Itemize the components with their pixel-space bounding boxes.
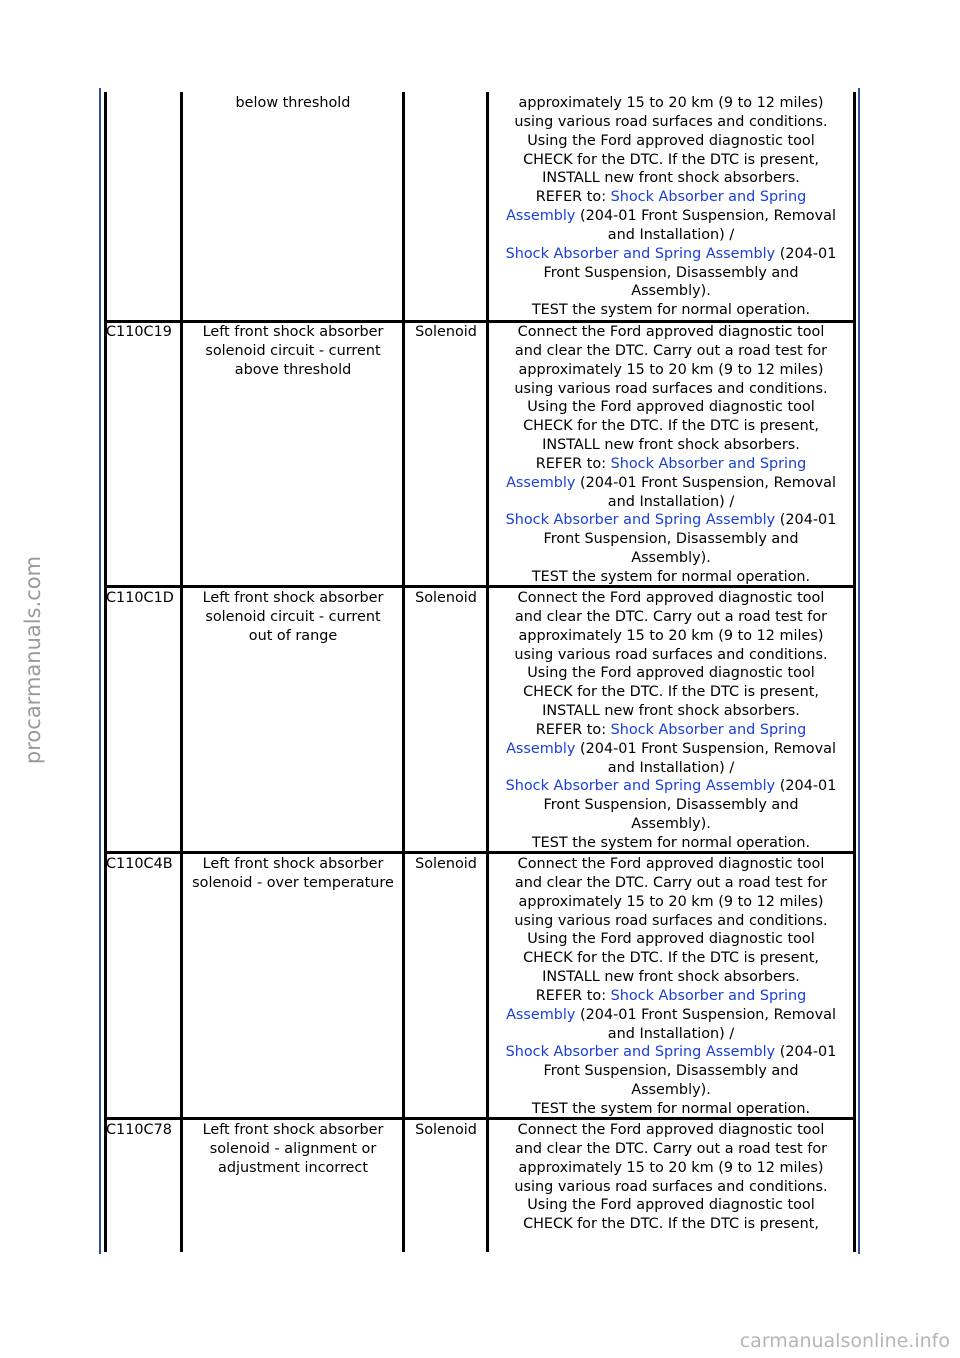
action-line	[488, 815, 854, 834]
reference-link[interactable]: Shock Absorber and Spring	[610, 721, 807, 738]
action-line	[488, 1062, 854, 1081]
action-text: and clear the DTC. Carry out a road test for	[514, 342, 828, 359]
reference-link[interactable]: Shock Absorber and Spring Assembly	[505, 1044, 776, 1061]
action-text: Using the Ford approved diagnostic tool	[527, 399, 815, 416]
action-text: (204-01 Front Suspension, Removal	[575, 208, 836, 225]
dtc-code: C110C1D	[106, 590, 174, 606]
action-cell	[488, 589, 854, 853]
component-cell: Solenoid	[415, 324, 477, 340]
description-cell	[182, 1121, 404, 1178]
action-line	[488, 930, 854, 949]
action-text: and clear the DTC. Carry out a road test for	[514, 1140, 828, 1157]
side-watermark-text: procarmanuals.com	[21, 555, 45, 765]
action-line	[488, 380, 854, 399]
action-text: using various road surfaces and conditions.	[514, 380, 828, 397]
action-text: Connect the Ford approved diagnostic tool	[517, 590, 825, 606]
action-text: (204-01 Front Suspension, Removal	[575, 1006, 836, 1023]
reference-link[interactable]: Shock Absorber and Spring Assembly	[505, 778, 776, 795]
action-line	[488, 1100, 854, 1119]
description-line: Left front shock absorber	[202, 324, 384, 340]
action-text: and clear the DTC. Carry out a road test for	[514, 608, 828, 625]
action-text: Using the Ford approved diagnostic tool	[527, 1197, 815, 1214]
action-text: approximately 15 to 20 km (9 to 12 miles)	[518, 627, 824, 644]
description-line: below threshold	[235, 95, 351, 111]
action-line	[488, 1043, 854, 1062]
action-text: REFER to:	[535, 455, 611, 472]
action-line	[488, 568, 854, 587]
action-line	[488, 493, 854, 512]
action-line	[488, 245, 854, 264]
action-line	[488, 94, 854, 113]
action-text: Connect the Ford approved diagnostic tool	[517, 1122, 825, 1138]
action-cell	[488, 1121, 854, 1234]
description-line: solenoid circuit - current	[205, 342, 381, 359]
action-line	[488, 987, 854, 1006]
action-line	[488, 1025, 854, 1044]
action-line	[488, 1081, 854, 1100]
description-line: Left front shock absorber	[202, 856, 384, 872]
description-line: out of range	[248, 627, 338, 644]
action-line	[488, 874, 854, 893]
action-line	[488, 627, 854, 646]
action-text: (204-01	[775, 512, 837, 529]
action-line	[488, 777, 854, 796]
action-line	[488, 589, 854, 608]
action-line	[488, 282, 854, 301]
action-line	[488, 398, 854, 417]
action-line	[488, 132, 854, 151]
action-line	[488, 169, 854, 188]
action-text: REFER to:	[535, 721, 611, 738]
action-line	[488, 113, 854, 132]
action-line	[488, 608, 854, 627]
action-text: CHECK for the DTC. If the DTC is present,	[523, 950, 819, 967]
side-watermark	[0, 0, 45, 1358]
action-line	[488, 968, 854, 987]
action-text: Front Suspension, Disassembly and	[543, 264, 799, 281]
action-line	[488, 226, 854, 245]
action-line	[488, 436, 854, 455]
column-divider-dtc	[180, 92, 183, 1252]
action-cell	[488, 323, 854, 587]
action-text: INSTALL new front shock absorbers.	[542, 437, 800, 454]
action-text: INSTALL new front shock absorbers.	[542, 703, 800, 720]
dtc-code: C110C78	[106, 1122, 172, 1138]
description-cell	[182, 94, 404, 113]
action-line	[488, 342, 854, 361]
action-line	[488, 759, 854, 778]
component-cell: Solenoid	[415, 1122, 477, 1138]
action-text: and Installation) /	[607, 493, 735, 510]
description-cell	[182, 855, 404, 893]
action-line	[488, 646, 854, 665]
reference-link[interactable]: Assembly	[506, 1006, 576, 1023]
action-line	[488, 1178, 854, 1197]
action-text: Assembly).	[631, 816, 711, 833]
action-text: Assembly).	[631, 283, 711, 300]
bottom-watermark: carmanualsonline.info	[739, 1330, 950, 1352]
reference-link[interactable]: Assembly	[506, 740, 576, 757]
action-line	[488, 549, 854, 568]
action-line	[488, 264, 854, 283]
action-text: using various road surfaces and conditions.	[514, 1178, 828, 1195]
action-text: and Installation) /	[607, 226, 735, 243]
action-cell	[488, 94, 854, 320]
action-text: approximately 15 to 20 km (9 to 12 miles)	[518, 361, 824, 378]
reference-link[interactable]: Shock Absorber and Spring Assembly	[505, 512, 776, 529]
action-text: Connect the Ford approved diagnostic tool	[517, 856, 825, 872]
component-cell: Solenoid	[415, 590, 477, 606]
action-cell	[488, 855, 854, 1119]
reference-link[interactable]: Assembly	[506, 474, 576, 491]
action-text: (204-01 Front Suspension, Removal	[575, 740, 836, 757]
column-divider-description	[402, 92, 405, 1252]
action-text: TEST the system for normal operation.	[531, 1100, 811, 1117]
action-text: Assembly).	[631, 1082, 711, 1099]
reference-link[interactable]: Shock Absorber and Spring	[610, 455, 807, 472]
reference-link[interactable]: Shock Absorber and Spring Assembly	[505, 245, 776, 262]
description-line: above threshold	[234, 361, 352, 378]
action-text: using various road surfaces and conditions.	[514, 912, 828, 929]
action-line	[488, 417, 854, 436]
action-line	[488, 455, 854, 474]
action-line	[488, 683, 854, 702]
action-text: CHECK for the DTC. If the DTC is present,	[523, 1216, 819, 1233]
action-line	[488, 949, 854, 968]
action-line	[488, 207, 854, 226]
action-text: INSTALL new front shock absorbers.	[542, 170, 800, 187]
action-text: approximately 15 to 20 km (9 to 12 miles)	[518, 95, 824, 111]
action-line	[488, 1006, 854, 1025]
action-text: Using the Ford approved diagnostic tool	[527, 132, 815, 149]
column-divider-left	[104, 92, 107, 1252]
action-text: Using the Ford approved diagnostic tool	[527, 665, 815, 682]
action-text: Front Suspension, Disassembly and	[543, 531, 799, 548]
action-line	[488, 1159, 854, 1178]
dtc-code: C110C19	[106, 324, 172, 340]
action-text: TEST the system for normal operation.	[531, 302, 811, 319]
action-line	[488, 323, 854, 342]
action-line	[488, 1121, 854, 1140]
action-text: INSTALL new front shock absorbers.	[542, 969, 800, 986]
action-line	[488, 1196, 854, 1215]
action-line	[488, 188, 854, 207]
action-line	[488, 855, 854, 874]
action-text: TEST the system for normal operation.	[531, 568, 811, 585]
action-line	[488, 1140, 854, 1159]
reference-link[interactable]: Shock Absorber and Spring	[610, 987, 807, 1004]
action-text: REFER to:	[535, 189, 611, 206]
action-text: (204-01	[775, 1044, 837, 1061]
component-cell: Solenoid	[415, 856, 477, 872]
action-text: REFER to:	[535, 987, 611, 1004]
description-line: solenoid - over temperature	[192, 874, 394, 891]
description-line: Left front shock absorber	[202, 1122, 384, 1138]
action-text: (204-01	[775, 778, 837, 795]
action-line	[488, 361, 854, 380]
description-cell	[182, 589, 404, 646]
action-text: approximately 15 to 20 km (9 to 12 miles)	[518, 1159, 824, 1176]
description-line: adjustment incorrect	[218, 1159, 368, 1176]
description-line: Left front shock absorber	[202, 590, 384, 606]
page-frame-right	[858, 88, 860, 1254]
action-text: CHECK for the DTC. If the DTC is present,	[523, 684, 819, 701]
action-text: CHECK for the DTC. If the DTC is present,	[523, 151, 819, 168]
action-line	[488, 530, 854, 549]
action-text: TEST the system for normal operation.	[531, 834, 811, 851]
action-line	[488, 511, 854, 530]
action-text: using various road surfaces and conditions.	[514, 646, 828, 663]
reference-link[interactable]: Shock Absorber and Spring	[610, 189, 807, 206]
action-text: CHECK for the DTC. If the DTC is present,	[523, 418, 819, 435]
action-line	[488, 1215, 854, 1234]
page-frame-left	[99, 88, 101, 1254]
action-line	[488, 664, 854, 683]
action-text: Front Suspension, Disassembly and	[543, 797, 799, 814]
action-line	[488, 721, 854, 740]
action-text: approximately 15 to 20 km (9 to 12 miles)	[518, 893, 824, 910]
description-cell	[182, 323, 404, 380]
action-text: Connect the Ford approved diagnostic tool	[517, 324, 825, 340]
action-text: Front Suspension, Disassembly and	[543, 1063, 799, 1080]
action-text: and Installation) /	[607, 1025, 735, 1042]
action-line	[488, 474, 854, 493]
description-line: solenoid circuit - current	[205, 608, 381, 625]
action-text: using various road surfaces and conditions.	[514, 113, 828, 130]
reference-link[interactable]: Assembly	[506, 208, 576, 225]
action-line	[488, 796, 854, 815]
action-line	[488, 740, 854, 759]
description-line: solenoid - alignment or	[209, 1140, 377, 1157]
dtc-code: C110C4B	[106, 856, 173, 872]
action-line	[488, 702, 854, 721]
action-line	[488, 912, 854, 931]
action-text: (204-01 Front Suspension, Removal	[575, 474, 836, 491]
action-text: Assembly).	[631, 550, 711, 567]
action-line	[488, 301, 854, 320]
action-text: and clear the DTC. Carry out a road test for	[514, 874, 828, 891]
action-text: Using the Ford approved diagnostic tool	[527, 931, 815, 948]
action-line	[488, 834, 854, 853]
action-line	[488, 893, 854, 912]
action-text: (204-01	[775, 245, 837, 262]
action-line	[488, 151, 854, 170]
action-text: and Installation) /	[607, 759, 735, 776]
